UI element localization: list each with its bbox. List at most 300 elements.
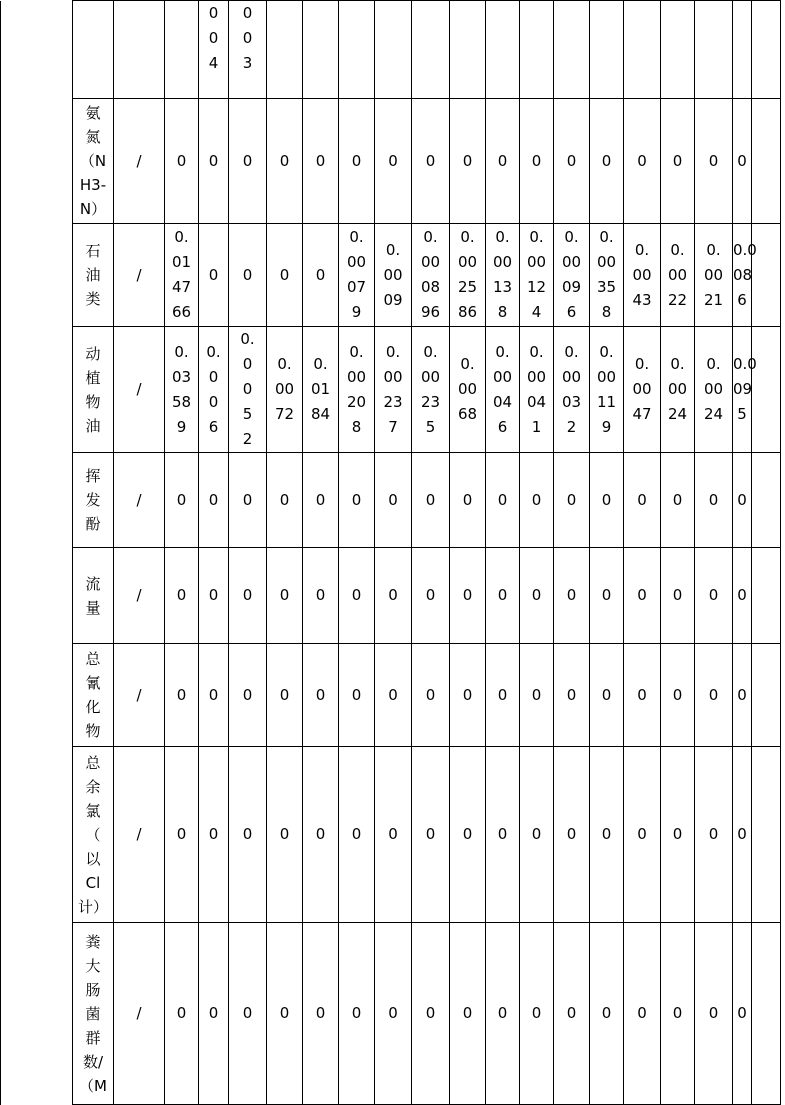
- value-cell: 0: [412, 99, 450, 224]
- unit-cell: /: [114, 548, 165, 644]
- value-cell: 0: [229, 453, 267, 548]
- cell-line: 类: [85, 290, 101, 308]
- cell-line: 0.: [277, 355, 292, 373]
- cell-line: 08: [420, 278, 441, 296]
- empty-cell: [733, 1, 752, 99]
- cell-line: 00: [420, 253, 441, 271]
- parameter-name: [73, 99, 114, 224]
- value-cell: 0: [590, 644, 624, 747]
- cell-line: 0.: [670, 355, 685, 373]
- cell-line: 0: [279, 265, 290, 284]
- value-cell: 0: [590, 99, 624, 224]
- empty-cell: [624, 1, 661, 99]
- value-cell: 0: [695, 453, 733, 548]
- cell-line: 09: [733, 380, 753, 398]
- table-row: [1, 224, 781, 327]
- value-cell: [303, 224, 339, 327]
- value-cell: [590, 327, 624, 453]
- empty-cell: [661, 1, 695, 99]
- value-cell: [733, 327, 757, 453]
- cell-line: 00: [526, 253, 547, 271]
- cell-line: 0.: [706, 240, 721, 259]
- cell-line: 07: [346, 278, 367, 296]
- trailing-cell: [752, 1, 781, 99]
- value-cell: 0: [229, 99, 267, 224]
- value-cell: 0: [375, 99, 412, 224]
- value-cell: 0: [165, 644, 199, 747]
- value-cell: [267, 224, 303, 327]
- value-cell: 0: [199, 548, 229, 644]
- value-cell: 0: [733, 99, 752, 224]
- value-cell: 0: [199, 99, 229, 224]
- cell-line: 6: [566, 303, 577, 321]
- cell-line: 0.: [349, 342, 364, 361]
- value-cell: 0: [303, 99, 339, 224]
- cell-line: 00: [667, 265, 688, 284]
- value-cell: 0: [695, 923, 733, 1105]
- value-cell: 0: [486, 644, 520, 747]
- cell-line: 01: [171, 253, 192, 271]
- cell-line: 6: [497, 417, 508, 436]
- cell-line: 0.: [460, 355, 475, 373]
- table-row: [1, 747, 781, 923]
- cell-line: 03: [561, 392, 582, 411]
- cell-line: 12: [526, 278, 547, 296]
- value-cell: 0: [199, 923, 229, 1105]
- cell-line: 氯: [85, 801, 101, 820]
- value-cell: 0: [303, 747, 339, 923]
- value-cell: 0: [554, 644, 590, 747]
- value-cell: 0: [267, 644, 303, 747]
- unit-cell: /: [114, 99, 165, 224]
- cell-line: 00: [492, 253, 513, 271]
- value-cell: 0: [165, 923, 199, 1105]
- value-cell: 0: [375, 548, 412, 644]
- cell-line: 计）: [77, 897, 108, 916]
- trailing-cell: [752, 453, 781, 548]
- value-cell: 0: [554, 548, 590, 644]
- value-cell: 0: [520, 923, 554, 1105]
- value-cell: 0: [339, 453, 375, 548]
- cell-line: 09: [383, 290, 403, 309]
- value-cell: 0: [733, 923, 752, 1105]
- cell-line: 0.: [634, 240, 650, 259]
- cell-line: 0.: [706, 355, 721, 373]
- cell-line: 0: [208, 392, 219, 411]
- value-cell: 0: [229, 548, 267, 644]
- cell-line: 03: [171, 367, 192, 386]
- cell-line: Cl: [85, 873, 101, 892]
- cell-line: 3: [242, 54, 253, 72]
- value-cell: 0: [267, 453, 303, 548]
- value-cell: 0: [199, 747, 229, 923]
- cell-line: 总: [85, 650, 101, 668]
- value-cell: 0: [624, 644, 661, 747]
- value-cell: 0: [303, 644, 339, 747]
- value-cell: [695, 224, 733, 327]
- cell-line: 0.: [529, 228, 544, 246]
- cell-line: H3-: [79, 176, 107, 194]
- value-cell: [199, 224, 229, 327]
- empty-cell: [165, 1, 199, 99]
- cell-line: 00: [526, 367, 547, 386]
- cell-line: 47: [632, 405, 652, 423]
- value-cell: [450, 327, 486, 453]
- cell-line: 0.: [495, 228, 510, 246]
- cell-line: 11: [596, 392, 617, 411]
- cell-line: （N: [79, 152, 107, 170]
- unit-cell: /: [114, 747, 165, 923]
- cell-line: 0.: [670, 240, 685, 259]
- value-cell: [412, 327, 450, 453]
- unit-cell: /: [114, 224, 165, 327]
- value-cell: 0: [412, 923, 450, 1105]
- table-row: [1, 99, 781, 224]
- cell-line: 96: [420, 303, 441, 321]
- cell-line: 0.: [385, 342, 401, 361]
- cell-line: 氨: [85, 104, 101, 122]
- cell-line: 以: [85, 849, 101, 868]
- cell-line: 0: [208, 4, 219, 22]
- trailing-cell: [752, 99, 781, 224]
- cell-line: 物: [85, 392, 101, 411]
- value-cell: 0: [661, 99, 695, 224]
- cell-line: 氰: [85, 674, 101, 692]
- cell-line: 挥: [85, 467, 101, 485]
- cell-line: 1: [531, 417, 542, 436]
- cell-line: 47: [171, 278, 192, 296]
- cell-line: 0.: [460, 228, 475, 246]
- cell-line: 动: [85, 344, 101, 363]
- value-cell: 0: [554, 923, 590, 1105]
- value-cell: 0: [486, 747, 520, 923]
- cell-line: 粪: [85, 932, 101, 951]
- cell-line: 2: [566, 417, 577, 436]
- cell-line: 00: [383, 367, 403, 386]
- value-cell: 0: [165, 453, 199, 548]
- cell-line: 5: [425, 417, 436, 436]
- cell-line: 58: [171, 392, 192, 411]
- value-cell: 0: [590, 747, 624, 923]
- value-cell: 0: [624, 453, 661, 548]
- value-cell: 0: [661, 453, 695, 548]
- cell-line: 6: [208, 417, 219, 436]
- cell-line: 68: [457, 405, 478, 423]
- value-cell: [339, 327, 375, 453]
- cell-line: 石: [85, 242, 101, 260]
- value-cell: 0: [624, 747, 661, 923]
- cell-line: 0: [242, 380, 253, 398]
- cell-line: （: [85, 825, 101, 844]
- cell-line: 0: [315, 265, 326, 284]
- cell-line: 0: [208, 367, 219, 386]
- cell-line: 6: [737, 290, 747, 309]
- unit-cell: /: [114, 644, 165, 747]
- cell-line: 油: [85, 416, 101, 435]
- unit-cell: /: [114, 923, 165, 1105]
- cell-line: 流: [85, 574, 101, 593]
- cell-line: 09: [561, 278, 582, 296]
- value-cell: 0: [339, 548, 375, 644]
- value-cell: [229, 327, 267, 453]
- cell-line: 植: [85, 368, 101, 387]
- empty-cell: [412, 1, 450, 99]
- cell-line: 0.: [174, 228, 189, 246]
- cell-line: 04: [526, 392, 547, 411]
- cell-line: 22: [667, 290, 688, 309]
- empty-cell: [450, 1, 486, 99]
- cell-line: 0: [208, 29, 219, 47]
- value-cell: 0: [267, 747, 303, 923]
- value-cell: 0: [590, 453, 624, 548]
- value-cell: [733, 224, 757, 327]
- value-cell: 0: [450, 747, 486, 923]
- cell-line: 84: [310, 405, 331, 423]
- cell-line: 9: [351, 303, 362, 321]
- value-cell: [303, 327, 339, 453]
- value-cell: 0: [229, 644, 267, 747]
- value-cell: 0: [412, 747, 450, 923]
- cell-line: 0.0: [733, 240, 757, 259]
- trailing-cell: [752, 644, 781, 747]
- empty-cell: [73, 1, 114, 99]
- trailing-cell: [752, 548, 781, 644]
- value-cell: 0: [450, 99, 486, 224]
- cell-line: N）: [79, 200, 107, 218]
- value-cell: 0: [303, 453, 339, 548]
- value-cell: 0: [375, 923, 412, 1105]
- value-cell: [339, 224, 375, 327]
- cell-line: 01: [310, 380, 331, 398]
- value-cell: 0: [375, 644, 412, 747]
- cell-line: 0.: [423, 342, 438, 361]
- cell-line: 0.: [240, 330, 255, 348]
- value-cell: 0: [199, 644, 229, 747]
- cell-line: 7: [388, 417, 398, 436]
- cell-line: 25: [457, 278, 478, 296]
- cell-line: 0: [242, 29, 253, 47]
- cell-line: 菌: [85, 1004, 101, 1023]
- value-cell: 0: [554, 99, 590, 224]
- value-cell: [520, 327, 554, 453]
- cell-line: 9: [601, 417, 612, 436]
- cell-line: 0.: [206, 342, 221, 361]
- value-cell: 0: [165, 99, 199, 224]
- cell-line: 5: [737, 405, 747, 423]
- value-cell: 0: [229, 747, 267, 923]
- value-cell: 0: [590, 923, 624, 1105]
- empty-cell: [486, 1, 520, 99]
- value-cell: 0: [624, 923, 661, 1105]
- value-cell: [229, 1, 267, 99]
- cell-line: 08: [733, 265, 753, 284]
- empty-cell: [590, 1, 624, 99]
- value-cell: [486, 224, 520, 327]
- cell-line: 43: [632, 290, 652, 309]
- unit-cell: /: [114, 327, 165, 453]
- value-cell: [450, 224, 486, 327]
- parameter-name: [73, 224, 114, 327]
- cell-line: 20: [346, 392, 367, 411]
- trailing-cell: [752, 747, 781, 923]
- cell-line: 0: [242, 265, 253, 284]
- cell-line: 油: [85, 266, 101, 284]
- value-cell: [624, 224, 661, 327]
- cell-line: 00: [457, 253, 478, 271]
- cell-line: 化: [85, 698, 101, 716]
- cell-line: 04: [492, 392, 513, 411]
- table-row: [1, 548, 781, 644]
- cell-line: 氮: [85, 128, 101, 146]
- value-cell: 0: [339, 99, 375, 224]
- cell-line: 余: [85, 777, 101, 796]
- value-cell: 0: [733, 644, 752, 747]
- value-cell: 0: [661, 747, 695, 923]
- value-cell: 0: [229, 923, 267, 1105]
- cell-line: 物: [85, 722, 101, 740]
- cell-line: 0.: [174, 342, 189, 361]
- cell-line: 00: [383, 265, 403, 284]
- cell-line: 00: [420, 367, 441, 386]
- value-cell: [554, 327, 590, 453]
- table-row: [1, 453, 781, 548]
- cell-line: 00: [346, 253, 367, 271]
- value-cell: 0: [375, 453, 412, 548]
- cell-line: 0: [242, 355, 253, 373]
- cell-line: 00: [561, 253, 582, 271]
- value-cell: 0: [695, 644, 733, 747]
- value-cell: 0: [450, 644, 486, 747]
- cell-line: 0.: [313, 355, 328, 373]
- value-cell: 0: [339, 747, 375, 923]
- cell-line: 4: [208, 54, 219, 72]
- value-cell: 0: [486, 99, 520, 224]
- value-cell: 0: [303, 548, 339, 644]
- parameter-name: [73, 644, 114, 747]
- cell-line: 00: [667, 380, 688, 398]
- value-cell: 0: [412, 453, 450, 548]
- value-cell: 0: [165, 548, 199, 644]
- value-cell: [520, 224, 554, 327]
- value-cell: [661, 224, 695, 327]
- value-cell: 0: [520, 99, 554, 224]
- empty-cell: [554, 1, 590, 99]
- value-cell: [199, 327, 229, 453]
- cell-line: 24: [667, 405, 688, 423]
- value-cell: [624, 327, 661, 453]
- unit-cell: /: [114, 453, 165, 548]
- value-cell: 0: [450, 548, 486, 644]
- cell-line: 发: [85, 491, 101, 509]
- cell-line: 9: [176, 417, 187, 436]
- empty-cell: [375, 1, 412, 99]
- value-cell: [375, 224, 412, 327]
- cell-line: 00: [492, 367, 513, 386]
- value-cell: [375, 327, 412, 453]
- parameter-name: [73, 327, 114, 453]
- group-cell: [1, 1, 73, 1105]
- cell-line: 0.: [349, 228, 364, 246]
- trailing-cell: [752, 923, 781, 1105]
- value-cell: 0: [520, 453, 554, 548]
- cell-line: 00: [457, 380, 478, 398]
- cell-line: （M: [79, 1076, 107, 1095]
- value-cell: [554, 224, 590, 327]
- value-cell: 0: [520, 644, 554, 747]
- parameter-name: [73, 747, 114, 923]
- value-cell: 0: [486, 548, 520, 644]
- cell-line: 肠: [85, 980, 101, 999]
- cell-line: 0.: [564, 342, 579, 361]
- value-cell: 0: [733, 453, 752, 548]
- cell-line: 0.0: [733, 355, 757, 373]
- cell-line: 66: [171, 303, 192, 321]
- cell-line: 4: [531, 303, 542, 321]
- value-cell: 0: [590, 548, 624, 644]
- parameter-name: [73, 548, 114, 644]
- cell-line: 0.: [564, 228, 579, 246]
- parameter-name: [73, 923, 114, 1105]
- cell-line: 酚: [85, 515, 101, 533]
- parameter-name: [73, 453, 114, 548]
- value-cell: 0: [267, 548, 303, 644]
- empty-cell: [114, 1, 165, 99]
- cell-line: 00: [703, 265, 724, 284]
- cell-line: 00: [703, 380, 724, 398]
- value-cell: 0: [339, 644, 375, 747]
- value-cell: 0: [695, 99, 733, 224]
- table-row: [1, 327, 781, 453]
- value-cell: [229, 224, 267, 327]
- table-row: [1, 644, 781, 747]
- value-cell: 0: [199, 453, 229, 548]
- table-row: [1, 1, 781, 99]
- value-cell: 0: [661, 644, 695, 747]
- table-row: [1, 923, 781, 1105]
- value-cell: 0: [450, 453, 486, 548]
- cell-line: 35: [596, 278, 617, 296]
- value-cell: 0: [486, 453, 520, 548]
- value-cell: [165, 327, 199, 453]
- cell-line: 21: [703, 290, 724, 309]
- value-cell: 0: [412, 644, 450, 747]
- cell-line: 0.: [529, 342, 544, 361]
- cell-line: 数/: [82, 1052, 104, 1071]
- cell-line: 00: [596, 367, 617, 386]
- value-cell: 0: [267, 99, 303, 224]
- value-cell: 0: [661, 923, 695, 1105]
- value-cell: 0: [165, 747, 199, 923]
- trailing-cell: [752, 327, 781, 453]
- value-cell: 0: [412, 548, 450, 644]
- value-cell: [486, 327, 520, 453]
- value-cell: [199, 1, 229, 99]
- cell-line: 23: [420, 392, 441, 411]
- value-cell: 0: [695, 747, 733, 923]
- value-cell: [412, 224, 450, 327]
- cell-line: 86: [457, 303, 478, 321]
- cell-line: 8: [497, 303, 508, 321]
- cell-line: 0: [242, 4, 253, 22]
- value-cell: [661, 327, 695, 453]
- cell-line: 72: [274, 405, 295, 423]
- cell-line: 5: [242, 405, 253, 423]
- value-cell: 0: [624, 548, 661, 644]
- cell-line: 8: [351, 417, 362, 436]
- cell-line: 2: [242, 430, 253, 448]
- value-cell: [590, 224, 624, 327]
- cell-line: 00: [561, 367, 582, 386]
